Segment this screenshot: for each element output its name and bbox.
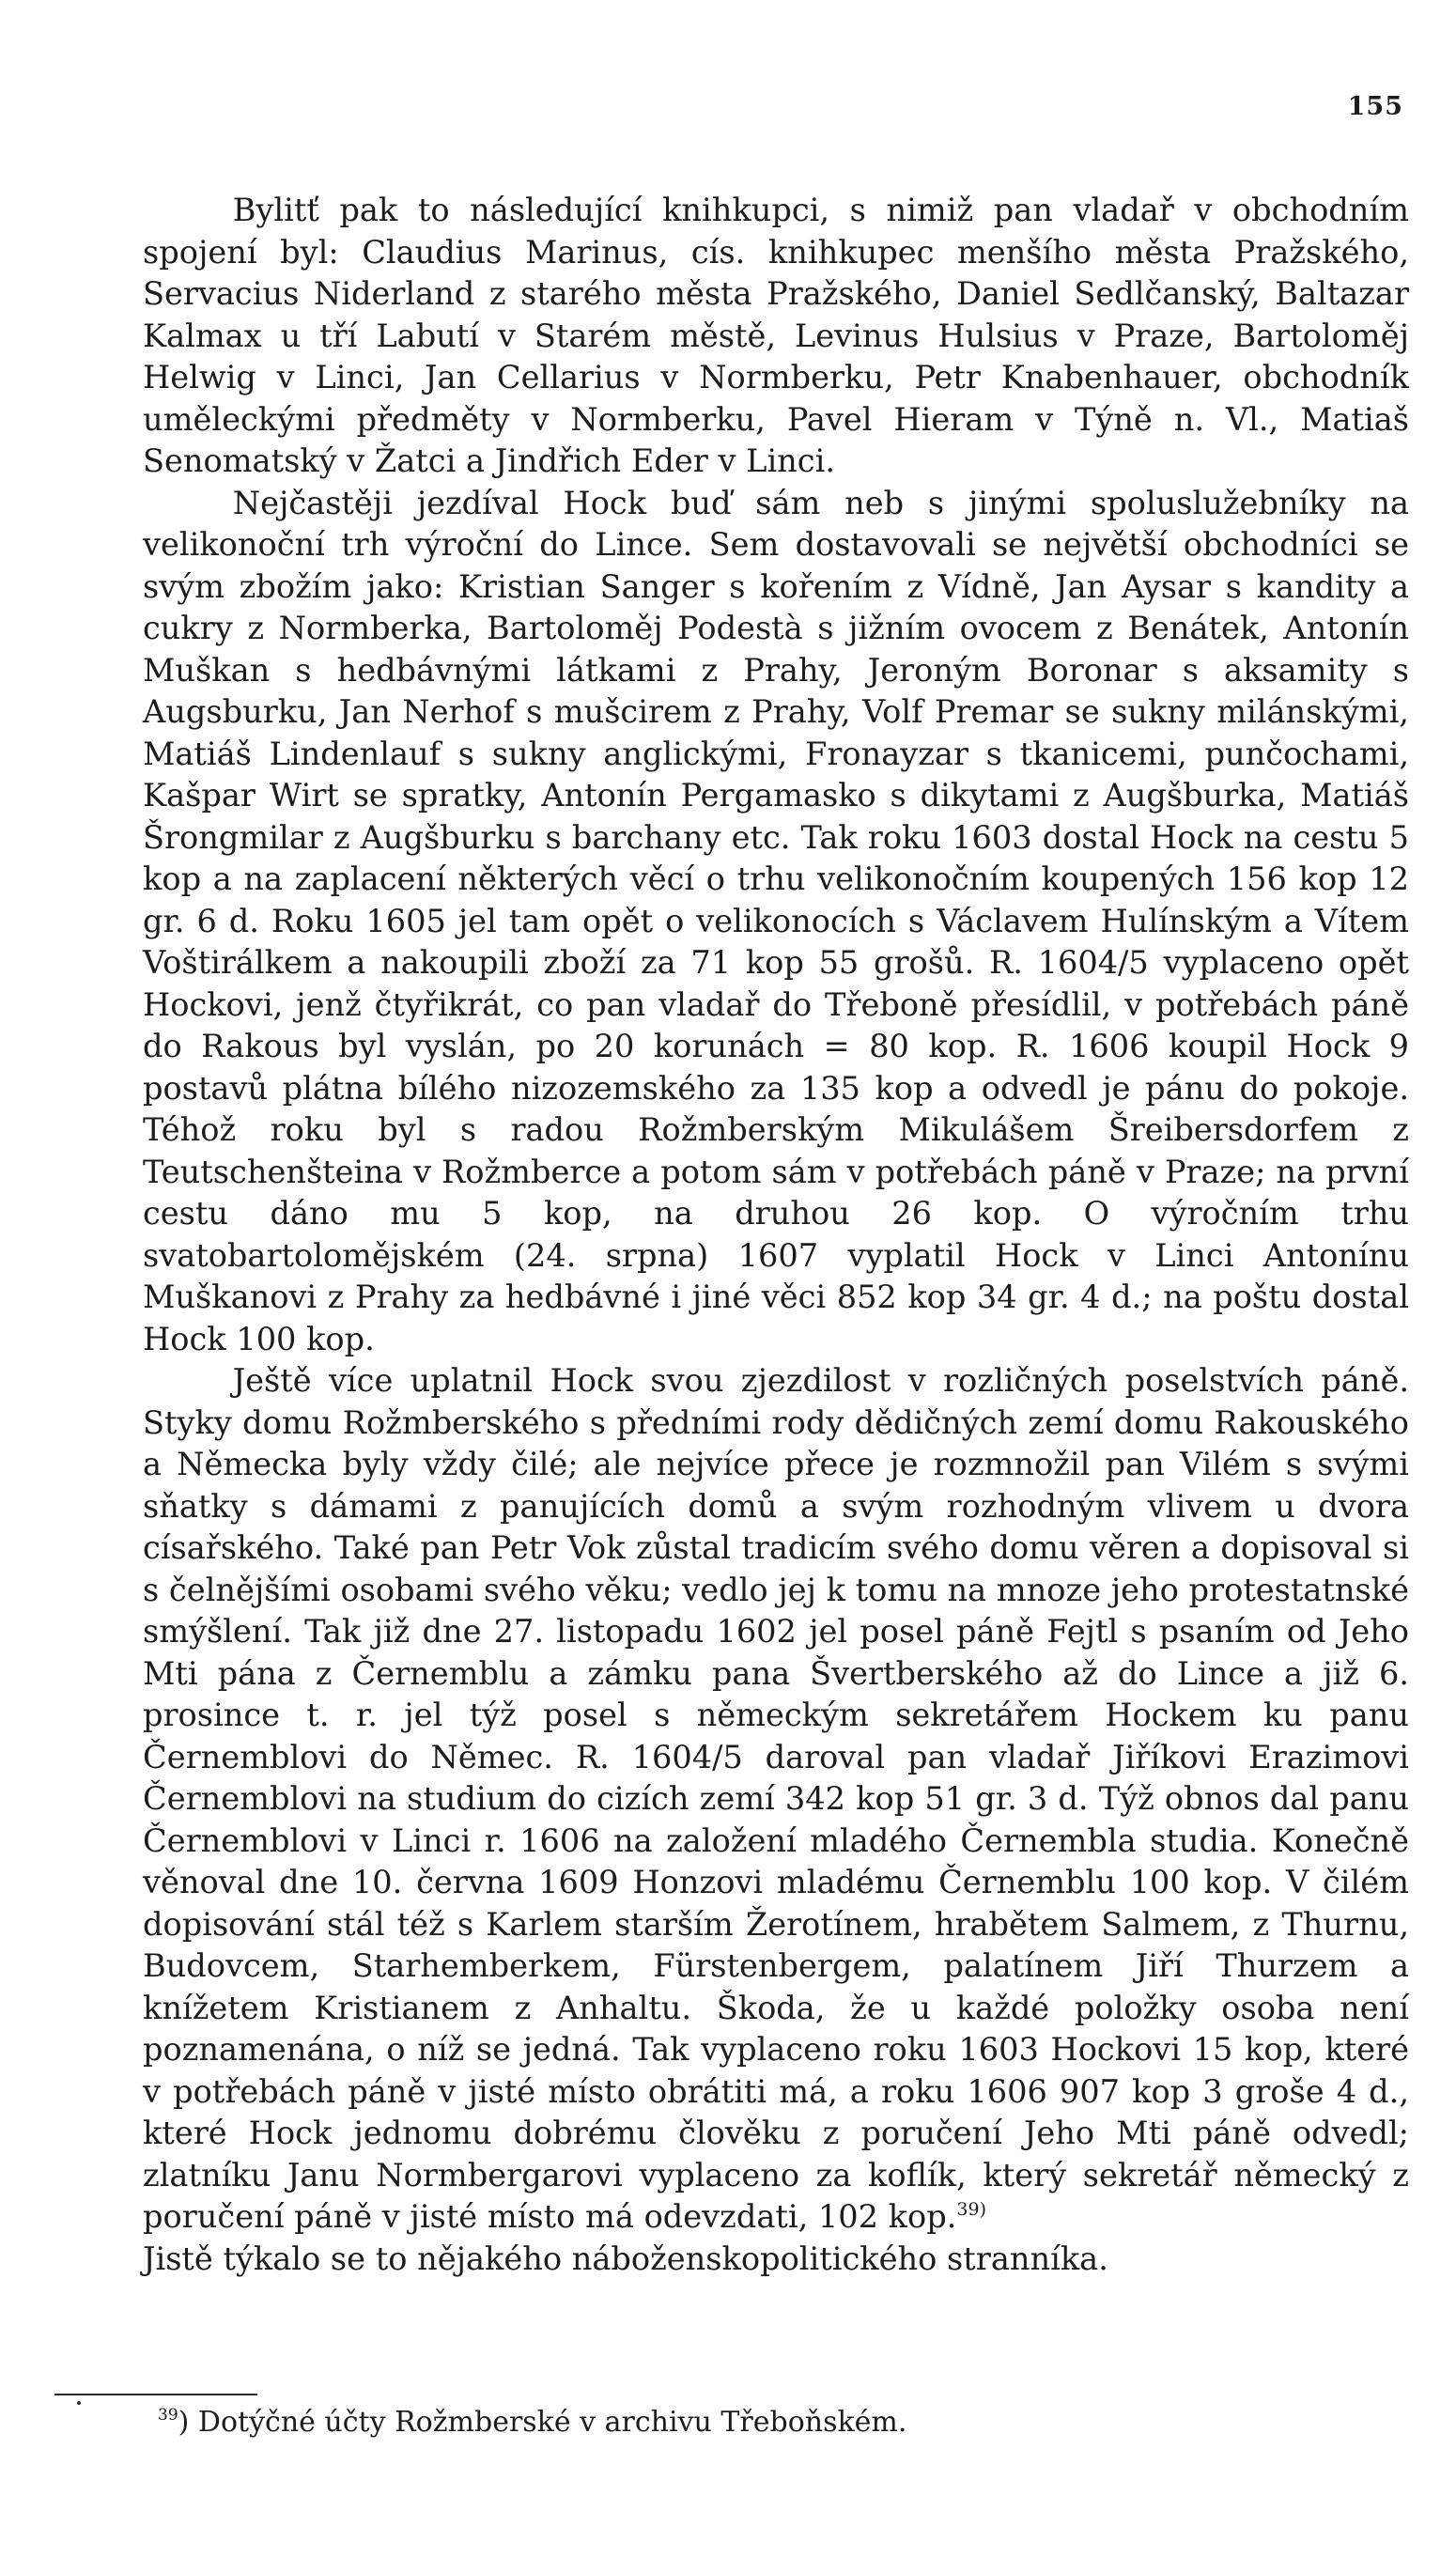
footnote-bracket: ) xyxy=(178,2406,190,2439)
footnote-dot-mark xyxy=(77,2401,81,2405)
footnote-text: Dotýčné účty Rožmberské v archivu Třeboňském. xyxy=(189,2406,907,2439)
footnote-number: 39 xyxy=(158,2406,178,2425)
paragraph-embassies-text: Ještě více uplatnil Hock svou zjezdilost v rozličných poselstvích páně. Styky domu Rožmberského s předními rody dědičných zemí domu Rakouského a Německa byly vždy čilé; ale nejvíce přece je rozmnožil pan Vilém s svými sňatky s dámami z panujících domů a svým rozhodným vlivem u dvora císařského. Také pan Petr Vok zůstal tradicím svého domu věren a dopisoval si s čelnějšími osobami svého věku; vedlo jej k tomu na mnoze jeho protestatnské smýšlení. Tak již dne 27. listopadu 1602 jel posel páně Fejtl s psaním od Jeho Mti pána z Černemblu a zámku pana Švertberského až do Lince a již 6. prosince t. r. jel týž posel s německým sekretářem Hockem ku panu Černemblovi do Němec. R. 1604/5 daroval pan vladař Jiříkovi Erazimovi Černemblovi na studium do cizích zemí 342 kop 51 gr. 3 d. Týž obnos dal panu Černemblovi v Linci r. 1606 na založení mladého Černembla studia. Konečně věnoval dne 10. června 1609 Honzovi mladému Černemblu 100 kop. V čilém dopisování stál též s Karlem starším Žerotínem, hrabětem Salmem, z Thurnu, Budovcem, Starhemberkem, Fürstenbergem, palatínem Jiří Thurzem a knížetem Kristianem z Anhaltu. Škoda, že u každé položky osoba není poznamenána, o níž se jedná. Tak vyplaceno roku 1603 Hockovi 15 kop, které v potřebách páně v jisté místo obrátiti má, a roku 1606 907 kop 3 groše 4 d., které Hock jednomu dobrému člověku z poručení Jeho Mti páně odvedl; zlatníku Janu Normbergarovi vyplaceno za koflík, který sekretář německý z poručení páně v jisté místo má odevzdati, 102 kop. xyxy=(143,1362,1409,2235)
footnote-reference: 39) xyxy=(956,2199,987,2220)
footnote-divider xyxy=(54,2394,257,2395)
paragraph-embassies xyxy=(143,1360,1409,2239)
paragraph-closing: Jistě týkalo se to nějakého náboženskopolitického stranníka. xyxy=(143,2240,1108,2277)
footnote xyxy=(158,2404,906,2441)
page-number: 155 xyxy=(1347,92,1403,121)
paragraph-booksellers: Bylitť pak to následující knihkupci, s nimiž pan vladař v obchodním spojení byl: Claudius Marinus, cís. knihkupec menšího města Pražského, Servacius Niderland z starého města Pražského, Daniel Sedlčanský, Baltazar Kalmax u tří Labutí v Starém městě, Levinus Hulsius v Praze, Bartoloměj Helwig v Linci, Jan Cellarius v Normberku, Petr Knabenhauer, obchodník uměleckými předměty v Normberku, Pavel Hieram v Týně n. Vl., Matiaš Senomatský v Žatci a Jindřich Eder v Linci. xyxy=(143,192,1409,479)
paragraph-linz-market: Nejčastěji jezdíval Hock buď sám neb s jinými spoluslužebníky na velikonoční trh výroční do Lince. Sem dostavovali se největší obchodníci se svým zbožím jako: Kristian Sanger s kořením z Vídně, Jan Aysar s kandity a cukry z Normberka, Bartoloměj Podestà s jižním ovocem z Benátek, Antonín Muškan s hedbávnými látkami z Prahy, Jeroným Boronar s aksamity s Augsburku, Jan Nerhof s mušcirem z Prahy, Volf Premar se sukny milánskými, Matiáš Lindenlauf s sukny anglickými, Fronayzar s tkanicemi, punčochami, Kašpar Wirt se spratky, Antonín Pergamasko s dikytami z Augšburka, Matiáš Šrongmilar z Augšburku s barchany etc. Tak roku 1603 dostal Hock na cestu 5 kop a na zaplacení některých věcí o trhu velikonočním koupených 156 kop 12 gr. 6 d. Roku 1605 jel tam opět o velikonocích s Václavem Hulínským a Vítem Voštirálkem a nakoupili zboží za 71 kop 55 grošů. R. 1604/5 vyplaceno opět Hockovi, jenž čtyřikrát, co pan vladař do Třeboně přesídlil, v potřebách páně do Rakous byl vyslán, po 20 korunách = 80 kop. R. 1606 koupil Hock 9 postavů plátna bílého nizozemského za 135 kop a odvedl je pánu do pokoje. Téhož roku byl s radou Rožmberským Mikulášem Šreibersdorfem z Teutschenšteina v Rožmberce a potom sám v potřebách páně v Praze; na první cestu dáno mu 5 kop, na druhou 26 kop. O výročním trhu svatobartolomějském (24. srpna) 1607 vyplatil Hock v Linci Antonínu Muškanovi z Prahy za hedbávné i jiné věci 852 kop 34 gr. 4 d.; na poštu dostal Hock 100 kop. xyxy=(143,484,1409,1357)
body-text xyxy=(143,190,1409,2280)
